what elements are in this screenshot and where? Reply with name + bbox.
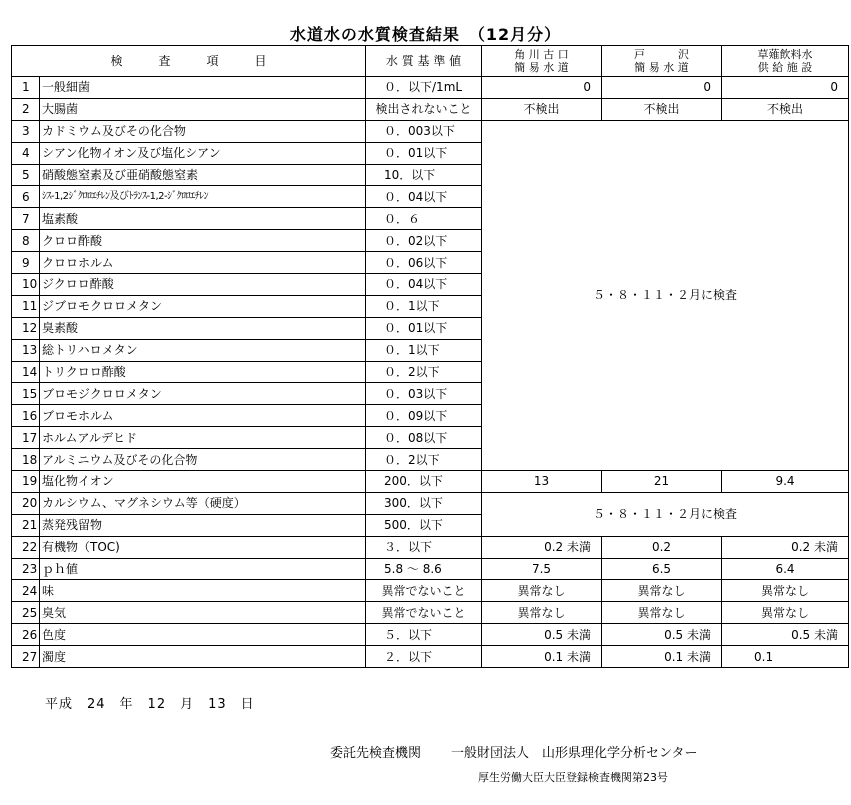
row-number: 10: [12, 274, 40, 296]
table-row: [12, 77, 849, 99]
row-result-site-3: 異常なし: [722, 602, 849, 624]
registration-note: 厚生労働大臣大臣登録検査機関第23号: [478, 771, 668, 784]
row-item-name: 塩素酸: [40, 208, 366, 230]
row-result-site-2: 異常なし: [602, 602, 722, 624]
results-table: [11, 45, 849, 668]
merged-schedule-note-1: ５・８・１１・２月に検査: [482, 120, 849, 470]
row-number: 2: [12, 98, 40, 120]
row-standard: ０．2以下: [366, 449, 482, 471]
row-item-name: ブロモジクロロメタン: [40, 383, 366, 405]
row-number: 23: [12, 558, 40, 580]
row-item-name: ジクロロ酢酸: [40, 274, 366, 296]
testing-organization-name: 一般財団法人 山形県理化学分析センター: [451, 746, 698, 761]
row-item-name: カドミウム及びその化合物: [40, 120, 366, 142]
row-number: 1: [12, 77, 40, 99]
table-row: [12, 98, 849, 120]
table-header-row: [12, 46, 849, 77]
row-result-site-3: 0.1: [722, 646, 849, 668]
row-item-name: トリクロロ酢酸: [40, 361, 366, 383]
row-item-name: 味: [40, 580, 366, 602]
header-standard: 水 質 基 準 値: [366, 46, 482, 77]
testing-organization: [330, 742, 698, 761]
header-site-3-line1: 草薙飲料水: [757, 48, 813, 61]
row-standard: 10．以下: [366, 164, 482, 186]
row-result-site-3: 異常なし: [722, 580, 849, 602]
row-item-name: ブロモホルム: [40, 405, 366, 427]
row-standard: ０．以下/1mL: [366, 77, 482, 99]
row-item-name: 濁度: [40, 646, 366, 668]
row-item-name: 硝酸態窒素及び亜硝酸態窒素: [40, 164, 366, 186]
row-number: 18: [12, 449, 40, 471]
row-item-name: アルミニウム及びその化合物: [40, 449, 366, 471]
row-result-site-2: 0.5 未満: [602, 624, 722, 646]
row-number: 5: [12, 164, 40, 186]
row-standard: ０．1以下: [366, 339, 482, 361]
header-site-2: [602, 46, 722, 77]
row-item-name: ｼｽ-1,2ｼﾞｸﾛﾛｴﾁﾚﾝ及びﾄﾗﾝｽ-1,2-ｼﾞｸﾛﾛｴﾁﾚﾝ: [40, 186, 366, 208]
row-result-site-1: 0: [482, 77, 602, 99]
row-item-name: ジブロモクロロメタン: [40, 295, 366, 317]
row-standard: 5.8 ～ 8.6: [366, 558, 482, 580]
table-row: [12, 492, 849, 514]
row-result-site-3: 6.4: [722, 558, 849, 580]
row-number: 14: [12, 361, 40, 383]
row-standard: 異常でないこと: [366, 580, 482, 602]
row-result-site-3: 0.2 未満: [722, 536, 849, 558]
row-item-name: シアン化物イオン及び塩化シアン: [40, 142, 366, 164]
row-result-site-2: 異常なし: [602, 580, 722, 602]
row-result-site-1: 7.5: [482, 558, 602, 580]
row-result-site-1: 異常なし: [482, 602, 602, 624]
row-number: 22: [12, 536, 40, 558]
row-standard: 500．以下: [366, 514, 482, 536]
row-standard: ０．03以下: [366, 383, 482, 405]
row-result-site-1: 0.5 未満: [482, 624, 602, 646]
page-title: 水道水の水質検査結果 （12月分）: [289, 25, 562, 44]
row-result-site-2: 0.2: [602, 536, 722, 558]
row-item-name: クロロ酢酸: [40, 230, 366, 252]
row-number: 17: [12, 427, 40, 449]
row-item-name: 塩化物イオン: [40, 471, 366, 493]
header-item: 検 査 項 目: [12, 46, 366, 77]
header-site-2-line2: 簡 易 水 道: [634, 61, 689, 74]
row-result-site-2: 21: [602, 471, 722, 493]
row-standard: ０．01以下: [366, 142, 482, 164]
table-row: [12, 558, 849, 580]
row-standard: ２．以下: [366, 646, 482, 668]
row-item-name: 総トリハロメタン: [40, 339, 366, 361]
row-result-site-1: 異常なし: [482, 580, 602, 602]
row-result-site-3: 0: [722, 77, 849, 99]
row-item-name: 臭素酸: [40, 317, 366, 339]
header-site-1-line1: 角 川 古 口: [514, 48, 569, 61]
table-row: [12, 624, 849, 646]
report-date: 平成 24 年 12 月 13 日: [45, 697, 255, 712]
row-standard: ０．06以下: [366, 252, 482, 274]
row-number: 25: [12, 602, 40, 624]
table-row: [12, 602, 849, 624]
row-number: 6: [12, 186, 40, 208]
row-item-name: 蒸発残留物: [40, 514, 366, 536]
row-item-name: 色度: [40, 624, 366, 646]
row-number: 7: [12, 208, 40, 230]
row-number: 11: [12, 295, 40, 317]
row-standard: 200．以下: [366, 471, 482, 493]
row-number: 27: [12, 646, 40, 668]
row-standard: ３．以下: [366, 536, 482, 558]
row-standard: ０．04以下: [366, 186, 482, 208]
row-item-name: 臭気: [40, 602, 366, 624]
row-standard: ５．以下: [366, 624, 482, 646]
row-number: 3: [12, 120, 40, 142]
row-number: 19: [12, 471, 40, 493]
row-standard: ０．６: [366, 208, 482, 230]
row-standard: 検出されないこと: [366, 98, 482, 120]
row-standard: ０．003以下: [366, 120, 482, 142]
row-standard: ０．1以下: [366, 295, 482, 317]
row-number: 21: [12, 514, 40, 536]
row-number: 20: [12, 492, 40, 514]
table-row: [12, 536, 849, 558]
row-standard: ０．01以下: [366, 317, 482, 339]
row-number: 4: [12, 142, 40, 164]
table-row: [12, 580, 849, 602]
row-standard: ０．2以下: [366, 361, 482, 383]
row-item-name: クロロホルム: [40, 252, 366, 274]
header-site-3-line2: 供 給 施 設: [757, 61, 813, 74]
row-number: 9: [12, 252, 40, 274]
row-result-site-1: 不検出: [482, 98, 602, 120]
row-number: 15: [12, 383, 40, 405]
row-standard: ０．08以下: [366, 427, 482, 449]
header-site-1-line2: 簡 易 水 道: [514, 61, 569, 74]
header-site-3: [722, 46, 849, 77]
row-item-name: ｐｈ値: [40, 558, 366, 580]
row-result-site-2: 0: [602, 77, 722, 99]
row-result-site-1: 0.2 未満: [482, 536, 602, 558]
table-row: [12, 120, 849, 142]
row-result-site-1: 13: [482, 471, 602, 493]
table-row: [12, 646, 849, 668]
row-number: 12: [12, 317, 40, 339]
row-result-site-3: 不検出: [722, 98, 849, 120]
row-result-site-2: 0.1 未満: [602, 646, 722, 668]
table-row: [12, 471, 849, 493]
row-result-site-3: 9.4: [722, 471, 849, 493]
row-item-name: 大腸菌: [40, 98, 366, 120]
row-standard: ０．04以下: [366, 274, 482, 296]
header-site-1: [482, 46, 602, 77]
row-result-site-2: 6.5: [602, 558, 722, 580]
row-item-name: 一般細菌: [40, 77, 366, 99]
row-number: 8: [12, 230, 40, 252]
row-standard: 異常でないこと: [366, 602, 482, 624]
row-item-name: 有機物（TOC): [40, 536, 366, 558]
row-result-site-2: 不検出: [602, 98, 722, 120]
row-standard: 300．以下: [366, 492, 482, 514]
row-item-name: カルシウム、マグネシウム等（硬度）: [40, 492, 366, 514]
row-number: 26: [12, 624, 40, 646]
row-number: 16: [12, 405, 40, 427]
row-result-site-1: 0.1 未満: [482, 646, 602, 668]
row-number: 24: [12, 580, 40, 602]
row-standard: ０．09以下: [366, 405, 482, 427]
merged-schedule-note-2: ５・８・１１・２月に検査: [482, 492, 849, 536]
row-item-name: ホルムアルデヒド: [40, 427, 366, 449]
row-result-site-3: 0.5 未満: [722, 624, 849, 646]
testing-organization-label: 委託先検査機関: [330, 746, 422, 761]
header-site-2-line1: 戸 沢: [634, 48, 690, 61]
row-number: 13: [12, 339, 40, 361]
row-standard: ０．02以下: [366, 230, 482, 252]
